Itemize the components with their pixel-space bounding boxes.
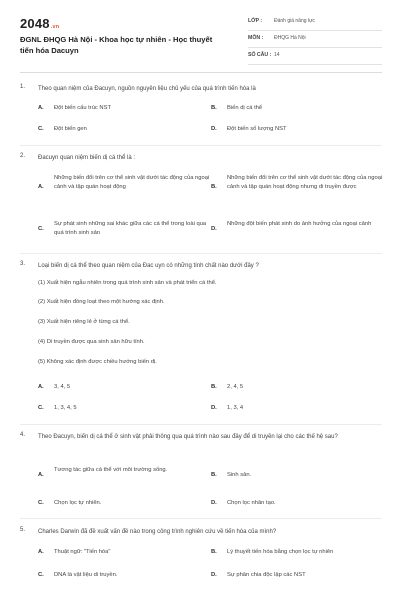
option-letter: B.: [211, 549, 217, 555]
option-text: 1, 3, 4: [227, 405, 244, 411]
question-number: 3.: [20, 261, 26, 267]
option-letter: A.: [38, 184, 44, 190]
statement-1: (1) Xuất hiện ngẫu nhiên trong quá trình sinh sản và phát triển cá thể.: [38, 280, 217, 286]
meta-value: 14: [274, 52, 280, 58]
option-letter: C.: [38, 226, 44, 232]
option-letter: C.: [38, 500, 44, 506]
document-title: ĐGNL ĐHQG Hà Nội - Khoa học tự nhiên - Học thuyết tiến hóa Dacuyn: [20, 35, 213, 55]
logo-main: 2048: [20, 16, 50, 31]
statement-5: (5) Không xác định được chiều hướng biến dị.: [38, 359, 157, 365]
worksheet-header: [20, 14, 382, 66]
option-text: Tương tác giữa cá thể với môi trường sống.: [54, 467, 168, 473]
meta-row-count: [248, 48, 382, 65]
option-letter: B.: [211, 184, 217, 190]
option-letter: D.: [211, 126, 217, 132]
question-text: Đacuyn quan niệm biến dị cá thể là :: [38, 155, 136, 161]
option-text: Biến dị cá thể: [227, 105, 263, 111]
option-letter: D.: [211, 226, 217, 232]
statement-2: (2) Xuất hiện đồng loạt theo một hướng xác định.: [38, 299, 165, 305]
option-text: Những biến đổi trên cơ thể sinh vật dưới tác động của ngoại cảnh và tập quán hoạt động: [54, 175, 210, 191]
statement-3: (3) Xuất hiện riêng lẻ ở từng cá thể.: [38, 319, 130, 325]
option-text: Sinh sản.: [227, 472, 252, 478]
site-logo[interactable]: [20, 16, 59, 31]
option-letter: D.: [211, 572, 217, 578]
option-letter: D.: [211, 500, 217, 506]
option-text: Lý thuyết tiến hóa bằng chọn lọc tự nhiên: [227, 549, 334, 555]
option-text: Chọn lọc nhân tạo.: [227, 500, 276, 506]
question-divider: [20, 253, 382, 254]
option-letter: B.: [211, 472, 217, 478]
option-letter: B.: [211, 384, 217, 390]
option-text: Thuật ngữ: "Tiến hóa": [54, 549, 111, 555]
header-divider: [20, 72, 382, 73]
statement-4: (4) Di truyền được qua sinh sản hữu tính.: [38, 339, 145, 345]
option-text: Chọn lọc tự nhiên.: [54, 500, 102, 506]
option-text: Đột biến số lượng NST: [227, 126, 287, 132]
option-letter: C.: [38, 405, 44, 411]
option-text: Những đột biến phát sinh do ảnh hưởng của ngoại cảnh: [227, 221, 372, 227]
option-letter: A.: [38, 105, 44, 111]
option-letter: A.: [38, 472, 44, 478]
question-4: [20, 432, 382, 514]
meta-label: LỚP :: [248, 18, 263, 24]
option-text: Sự phân chia độc lập các NST: [227, 572, 306, 578]
meta-label: MÔN :: [248, 35, 264, 41]
question-number: 2.: [20, 153, 26, 159]
option-letter: A.: [38, 384, 44, 390]
option-letter: C.: [38, 572, 44, 578]
option-text: Đột biến gen: [54, 126, 87, 132]
option-text: DNA là vật liệu di truyền.: [54, 572, 118, 578]
question-text: Loại biến dị cá thể theo quan niệm của Đac uyn có những tính chất nào dưới đây ?: [38, 263, 259, 269]
option-text: Sự phát sinh những sai khác giữa các cá thể trong loài qua quá trình sinh sản: [54, 221, 207, 237]
meta-row-class: [248, 14, 382, 31]
question-number: 1.: [20, 84, 26, 90]
option-letter: A.: [38, 549, 44, 555]
question-divider: [20, 145, 382, 146]
meta-table: [248, 14, 382, 65]
option-letter: B.: [211, 105, 217, 111]
option-letter: D.: [211, 405, 217, 411]
question-number: 4.: [20, 432, 26, 438]
question-3: [20, 261, 382, 421]
option-text: 2, 4, 5: [227, 384, 244, 390]
option-text: Đột biến cấu trúc NST: [54, 105, 112, 111]
question-1: [20, 84, 382, 140]
question-number: 5.: [20, 527, 26, 533]
question-text: Theo quan niệm của Đacuyn, nguồn nguyên liệu chủ yếu của quá trình tiến hóa là: [38, 86, 256, 92]
option-text: 3, 4, 5: [54, 384, 71, 390]
question-divider: [20, 424, 382, 425]
logo-suffix: .vn: [50, 24, 60, 30]
meta-value: ĐHQG Hà Nội: [274, 35, 306, 41]
question-5: [20, 527, 382, 587]
question-text: Theo Đacuyn, biến dị cá thể ở sinh vật phải thông qua quá trình nào sau đây để di truyền lại cho các thế hệ sau?: [38, 434, 338, 440]
option-text: Những biến đổi trên cơ thể sinh vật dưới tác động của ngoại cảnh và tập quán hoạt động nhưng di truyền được: [227, 175, 383, 191]
meta-row-subject: [248, 31, 382, 48]
question-divider: [20, 518, 382, 519]
option-text: 1, 3, 4, 5: [54, 405, 77, 411]
option-letter: C.: [38, 126, 44, 132]
meta-value: Đánh giá năng lực: [274, 18, 315, 24]
meta-label: SỐ CÂU :: [248, 52, 272, 58]
question-2: [20, 153, 382, 249]
question-text: Charles Darwin đã đề xuất vấn đề nào trong công trình nghiên cứu về tiến hóa của mình?: [38, 529, 277, 535]
